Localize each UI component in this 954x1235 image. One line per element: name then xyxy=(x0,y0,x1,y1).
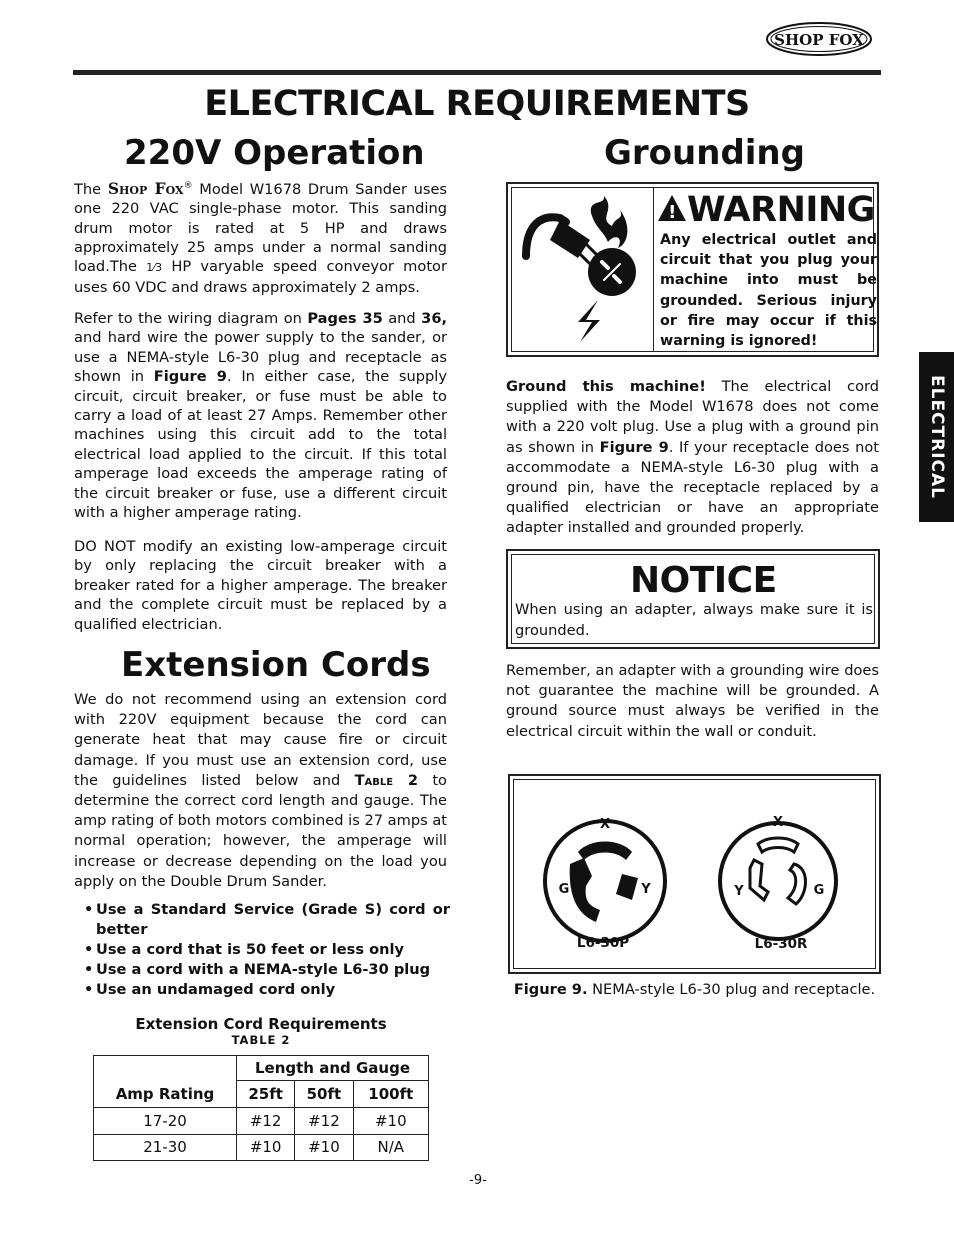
table-corner-cell xyxy=(94,1056,237,1081)
table-title: Extension Cord Requirements xyxy=(135,1015,387,1033)
bullet: • xyxy=(84,901,94,918)
text-run: HP varyable speed conveyor motor uses 60 VDC and draws approximately 2 amps. xyxy=(74,258,447,296)
text-run: Refer to the wiring diagram on xyxy=(74,310,308,327)
svg-text:Y: Y xyxy=(734,884,744,899)
section-tab-label: ELECTRICAL xyxy=(926,374,947,500)
table-amp-header: Amp Rating xyxy=(94,1081,237,1108)
extension-heading: Extension Cords xyxy=(121,645,431,685)
bullet: • xyxy=(84,981,94,998)
list-item xyxy=(84,960,450,980)
list-item-text: Use a Standard Service (Grade S) cord or better xyxy=(96,901,450,938)
notice-box xyxy=(506,549,880,649)
text-run: We do not recommend using an extension cord with 220V equipment because the cord can generate heat that may cause fire or circuit damage. If you must use an extension cord, use the guidelines listed below and xyxy=(74,691,447,789)
page-title: ELECTRICAL REQUIREMENTS xyxy=(204,84,750,124)
warning-title-text: WARNING xyxy=(687,190,875,230)
warning-text: Any electrical outlet and circuit that you plug your machine into must be grounded. Serious injury or fire may occur if this warning is ignored! xyxy=(660,232,877,350)
figure-caption-label: Figure 9. xyxy=(513,981,588,998)
operation-paragraph-3: DO NOT modify an existing low-amperage circuit by only replacing the circuit breaker with a breaker rated for a higher amperage. The breaker and the complete circuit must be replaced by a qualified electrician. xyxy=(74,538,447,633)
svg-text:X: X xyxy=(772,815,784,830)
grounding-paragraph-2: Remember, an adapter with a grounding wire does not guarantee the machine will be grounded. A ground source must always be verified in the electrical circuit within the wall or conduit. xyxy=(506,662,879,740)
list-item-text: Use a cord with a NEMA-style L6-30 plug xyxy=(96,961,431,978)
svg-text:G: G xyxy=(558,882,570,897)
table-column-header: 100ft xyxy=(353,1081,428,1108)
table-header-row xyxy=(94,1056,429,1081)
registered-mark: ® xyxy=(183,181,193,191)
extension-paragraph xyxy=(74,690,447,892)
l6-30r-receptacle-icon xyxy=(720,815,836,939)
notice-text: When using an adapter, always make sure it is grounded. xyxy=(515,601,873,639)
figure-caption-text: NEMA-style L6-30 plug and receptacle. xyxy=(587,981,876,998)
plug-label: L6-30P xyxy=(576,935,630,951)
plug-receptacle-diagram xyxy=(510,776,883,976)
table-cell: #12 xyxy=(237,1108,295,1134)
text-run: . In either case, the supply circuit, circuit breaker, or fuse must be able to carry a load of at least 27 Amps. Remember other machines using this circuit add to the total electrical load applied to the circuit. If this total amperage load exceeds the amperage rating of the circuit breaker or fuse, use a different circuit with a higher amperage rating. xyxy=(74,368,447,522)
text-run: Model W1678 Drum Sander uses one 220 VAC single-phase motor. This sanding drum motor is rated at 5 HP and draws approximately 25 amps under a normal sanding load.The xyxy=(74,180,448,276)
text-run: to determine the correct cord length and gauge. The amp rating of both motors combined is 27 amps at normal operation; however, the amperage will increase or decrease depending on the load you apply on the Double Drum Sander. xyxy=(74,771,447,890)
table-cell-amp: 17-20 xyxy=(94,1108,237,1134)
table-cell: N/A xyxy=(353,1134,428,1160)
operation-paragraph-1 xyxy=(74,177,447,297)
list-item xyxy=(84,900,450,940)
list-item-text: Use an undamaged cord only xyxy=(96,981,336,998)
page-reference: Pages 35 xyxy=(307,310,383,327)
section-tab xyxy=(919,352,954,522)
text-run: The xyxy=(74,180,102,198)
svg-text:!: ! xyxy=(668,202,676,223)
table-row xyxy=(94,1108,429,1134)
grounding-heading: Grounding xyxy=(604,133,805,173)
table-group-header: Length and Gauge xyxy=(237,1056,429,1081)
figure-caption xyxy=(508,978,881,1002)
cord-guidelines-list xyxy=(84,900,450,1000)
notice-title: NOTICE xyxy=(630,560,777,601)
shop-fox-logo xyxy=(766,22,872,56)
table-column-header: 50ft xyxy=(295,1081,353,1108)
list-item-text: Use a cord that is 50 feet or less only xyxy=(96,941,405,958)
svg-text:X: X xyxy=(599,817,611,832)
lead-text: Ground this machine! xyxy=(506,378,706,395)
table-column-header: 25ft xyxy=(237,1081,295,1108)
text-run: . If your receptacle does not accommodate a NEMA-style L6-30 plug with a ground pin, have the receptacle replaced by a qualified electrician or have an appropriate adapter installed and grounded properly. xyxy=(506,438,879,537)
extension-cord-table xyxy=(93,1055,429,1161)
bullet: • xyxy=(84,961,94,978)
electrical-fire-hazard-icon xyxy=(520,196,640,346)
list-item xyxy=(84,980,450,1000)
receptacle-label: L6-30R xyxy=(754,936,808,952)
fraction: 1⁄3 xyxy=(146,261,163,275)
svg-text:SHOP FOX: SHOP FOX xyxy=(774,31,864,49)
warning-triangle-icon xyxy=(657,193,687,223)
list-item xyxy=(84,940,450,960)
grounding-paragraph-1 xyxy=(506,377,879,539)
operation-heading: 220V Operation xyxy=(124,133,425,173)
bullet: • xyxy=(84,941,94,958)
page-number: -9- xyxy=(469,1173,487,1188)
operation-paragraph-2 xyxy=(74,309,447,522)
figure-9-box xyxy=(508,774,881,974)
svg-text:G: G xyxy=(813,883,825,898)
table-cell: #10 xyxy=(237,1134,295,1160)
warning-divider xyxy=(653,187,654,352)
table-row xyxy=(94,1134,429,1160)
page-reference: 36, xyxy=(421,310,448,327)
l6-30p-plug-icon xyxy=(545,817,665,941)
svg-text:Y: Y xyxy=(641,882,651,897)
table-cell: #12 xyxy=(295,1108,353,1134)
table-reference: Table 2 xyxy=(354,771,419,789)
table-cell: #10 xyxy=(295,1134,353,1160)
text-run: The electrical cord supplied with the Model W1678 does not come with a 220 volt plug. Use a plug with a ground pin as shown in xyxy=(506,378,879,456)
figure-reference: Figure 9 xyxy=(153,368,227,386)
brand-name: Shop Fox xyxy=(107,178,184,198)
table-cell-amp: 21-30 xyxy=(94,1134,237,1160)
figure-reference: Figure 9 xyxy=(599,438,669,456)
text-run: and hard wire the power supply to the sander, or use a NEMA-style L6-30 plug and receptacle as shown in xyxy=(74,329,447,386)
table-label: TABLE 2 xyxy=(231,1033,291,1047)
table-cell: #10 xyxy=(353,1108,428,1134)
header-rule xyxy=(73,70,881,75)
warning-title xyxy=(657,190,875,230)
warning-box xyxy=(506,182,879,357)
text-run: and xyxy=(382,310,422,327)
table-header-row xyxy=(94,1081,429,1108)
